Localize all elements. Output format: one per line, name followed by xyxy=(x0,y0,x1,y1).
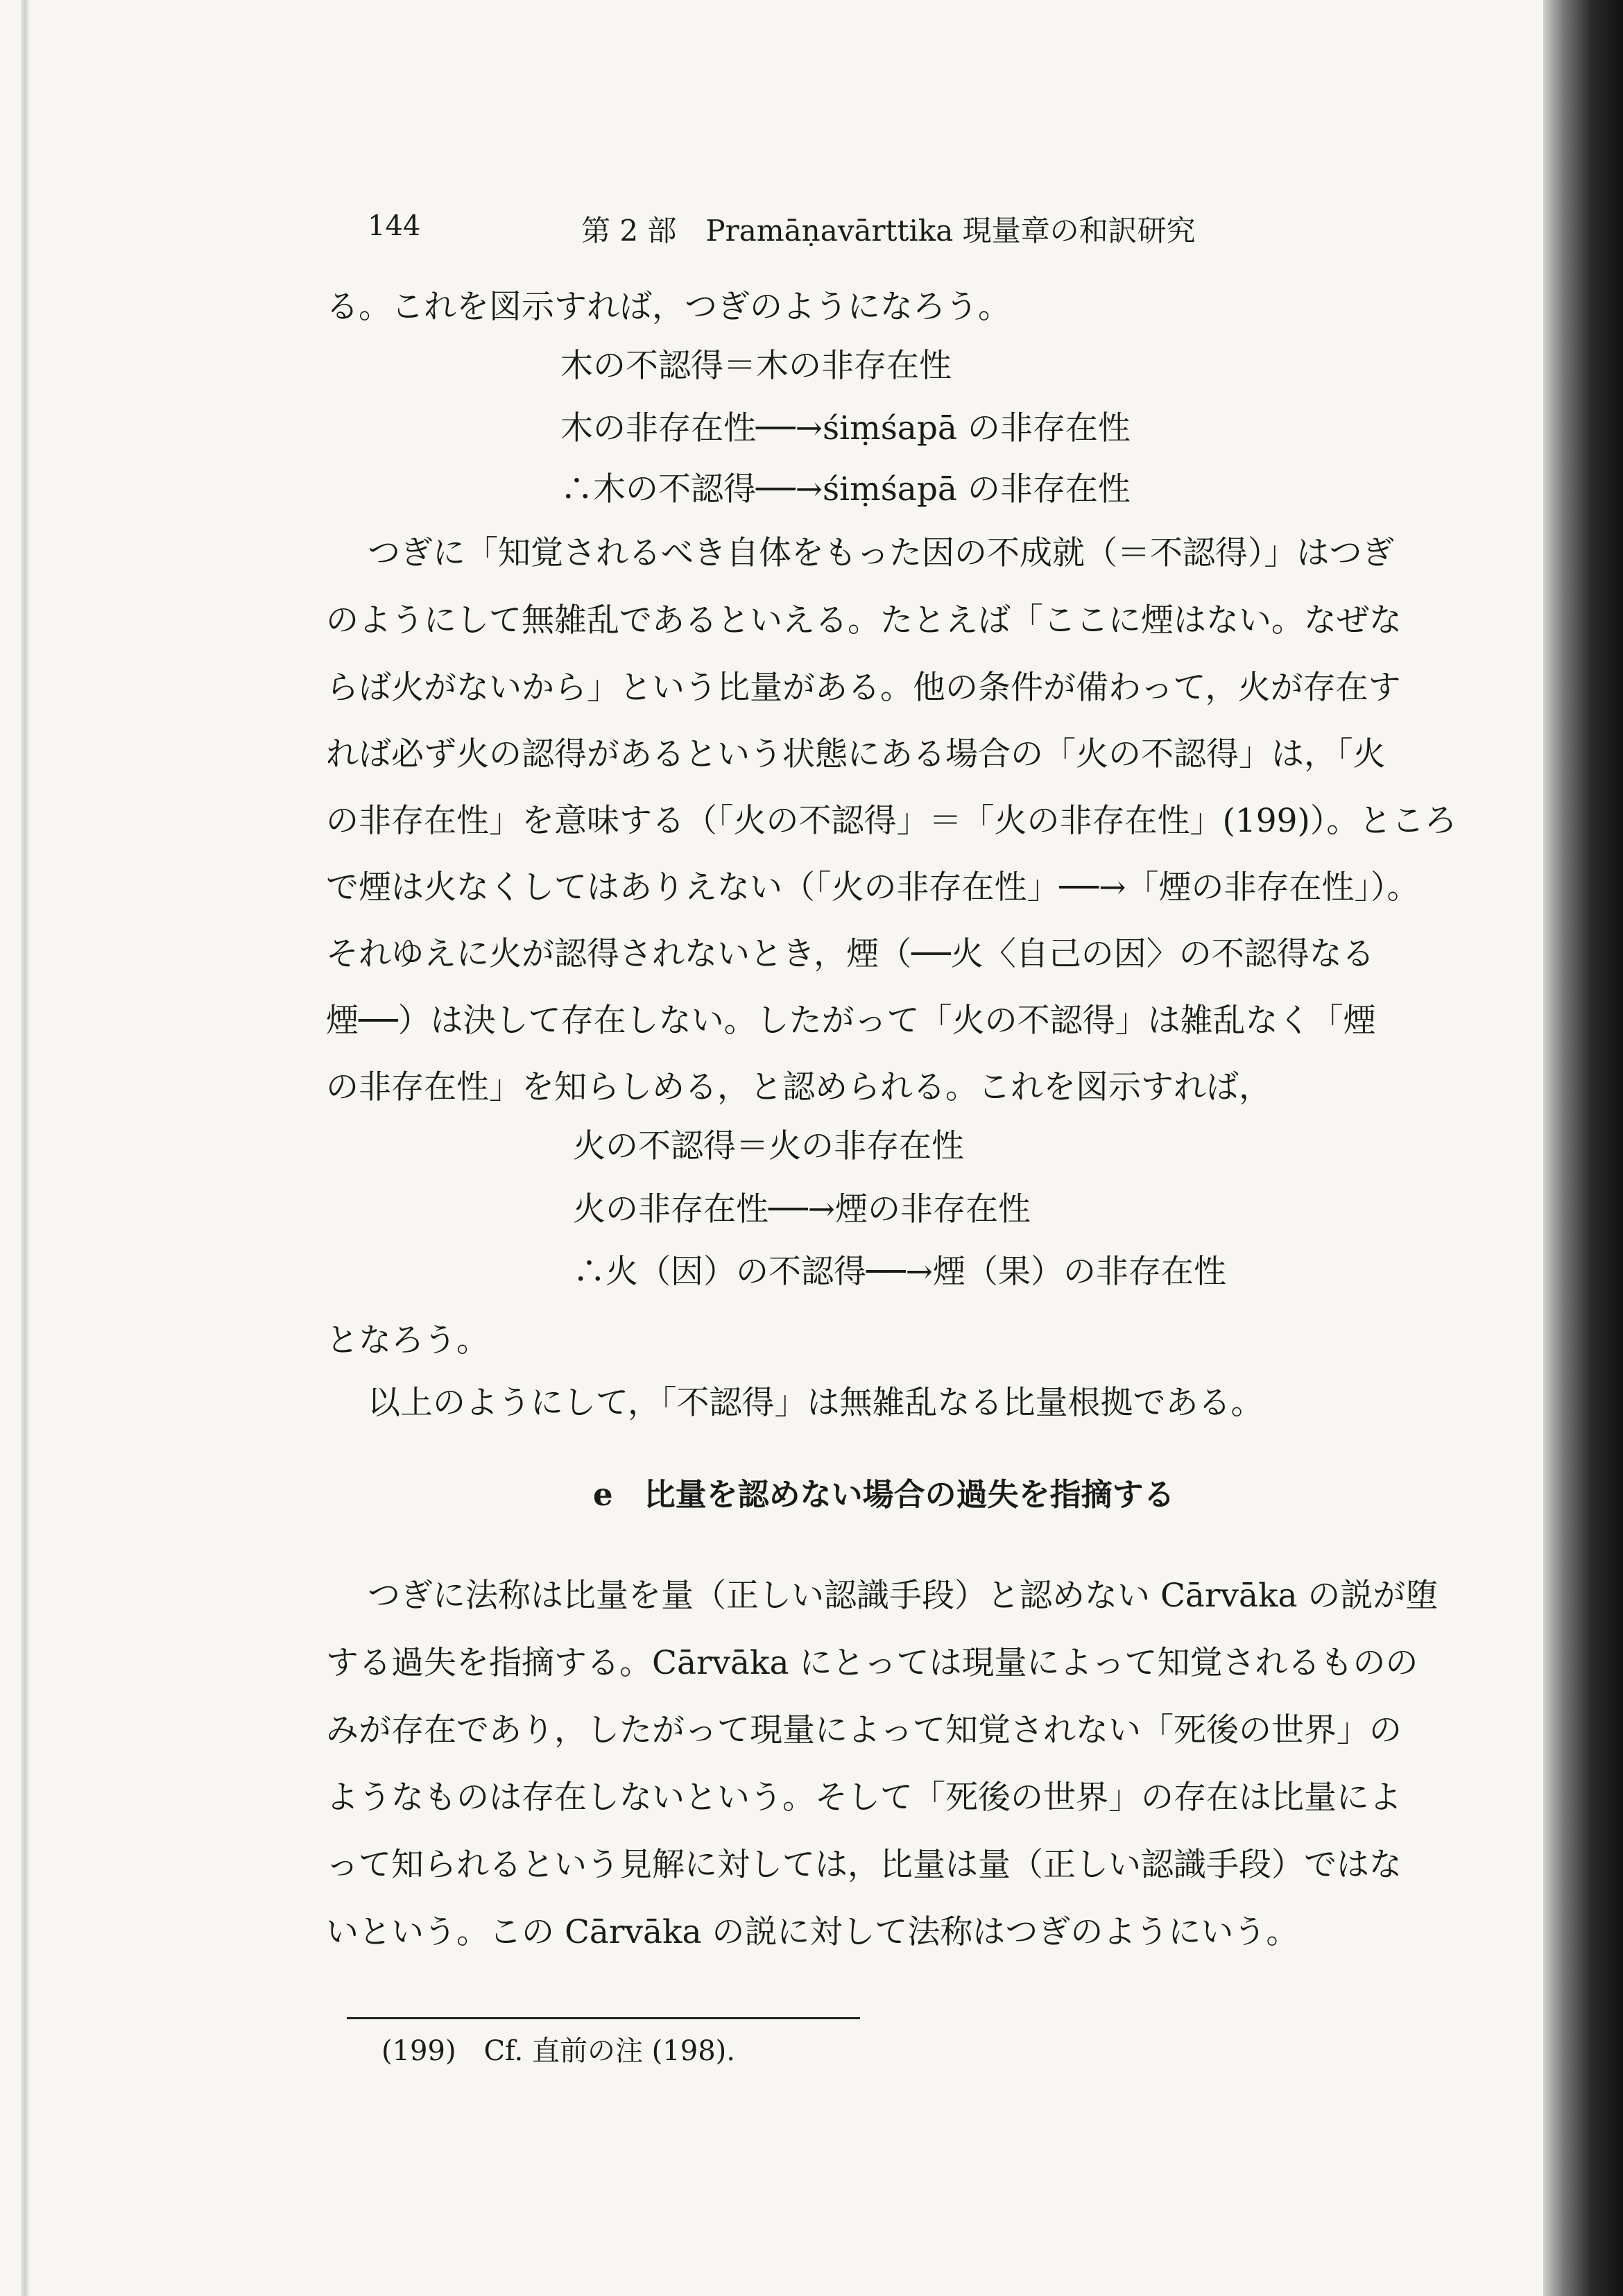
body-line: ようなものは存在しないという。そして「死後の世界」の存在は比量によ xyxy=(326,1779,1402,1817)
formula-line: ∴火（因）の不認得──→煙（果）の非存在性 xyxy=(573,1253,1226,1291)
body-line: で煙は火なくしてはありえない（「火の非存在性」──→「煙の非存在性」）。 xyxy=(326,868,1420,907)
body-line: の非存在性」を意味する（「火の不認得」＝「火の非存在性」(199)）。ところ xyxy=(326,802,1457,840)
formula-line: 火の非存在性──→煙の非存在性 xyxy=(573,1190,1031,1228)
body-line: のようにして無雑乱であるといえる。たとえば「ここに煙はない。なぜな xyxy=(326,601,1402,640)
body-line: の非存在性」を知らしめる，と認められる。これを図示すれば， xyxy=(326,1068,1271,1106)
body-line: する過失を指摘する。Cārvāka にとっては現量によって知覚されるものの xyxy=(326,1644,1418,1682)
body-line: る。これを図示すれば，つぎのようになろう。 xyxy=(326,288,1011,326)
footnote-rule xyxy=(347,2017,860,2019)
body-line: となろう。 xyxy=(326,1321,489,1360)
body-line: みが存在であり，したがって現量によって知覚されない「死後の世界」の xyxy=(326,1711,1402,1749)
formula-line: 火の不認得＝火の非存在性 xyxy=(573,1127,964,1165)
body-line: らば火がないから」という比量がある。他の条件が備わって，火が存在す xyxy=(326,669,1401,707)
page-number: 144 xyxy=(368,210,421,242)
formula-line: 木の不認得＝木の非存在性 xyxy=(560,347,952,385)
body-line: つぎに法称は比量を量（正しい認識手段）と認めない Cārvāka の説が堕 xyxy=(368,1577,1439,1615)
body-line: 煙──）は決して存在しない。したがって「火の不認得」は雑乱なく「煙 xyxy=(326,1002,1376,1040)
formula-line: ∴木の不認得──→śiṃśapā の非存在性 xyxy=(560,470,1131,508)
running-head: 第 2 部 Pramāṇavārttika 現量章の和訳研究 xyxy=(581,214,1196,248)
body-line: つぎに「知覚されるべき自体をもった因の不成就（＝不認得）」はつぎ xyxy=(368,534,1395,572)
body-line: いという。この Cārvāka の説に対して法称はつぎのようにいう。 xyxy=(326,1913,1299,1951)
body-line: れば必ず火の認得があるという状態にある場合の「火の不認得」は，「火 xyxy=(326,735,1386,773)
section-heading: e 比量を認めない場合の過失を指摘する xyxy=(593,1476,1175,1513)
formula-line: 木の非存在性──→śiṃśapā の非存在性 xyxy=(560,409,1131,447)
book-spine-shadow xyxy=(1543,0,1623,2296)
body-line: 以上のようにして，「不認得」は無雑乱なる比量根拠である。 xyxy=(368,1384,1264,1422)
footnote: (199) Cf. 直前の注 (198). xyxy=(381,2035,735,2067)
page-left-edge-shadow xyxy=(21,0,29,2296)
body-line: それゆえに火が認得されないとき，煙（──火〈自己の因〉の不認得なる xyxy=(326,935,1375,973)
body-line: って知られるという見解に対しては，比量は量（正しい認識手段）ではな xyxy=(326,1846,1402,1884)
